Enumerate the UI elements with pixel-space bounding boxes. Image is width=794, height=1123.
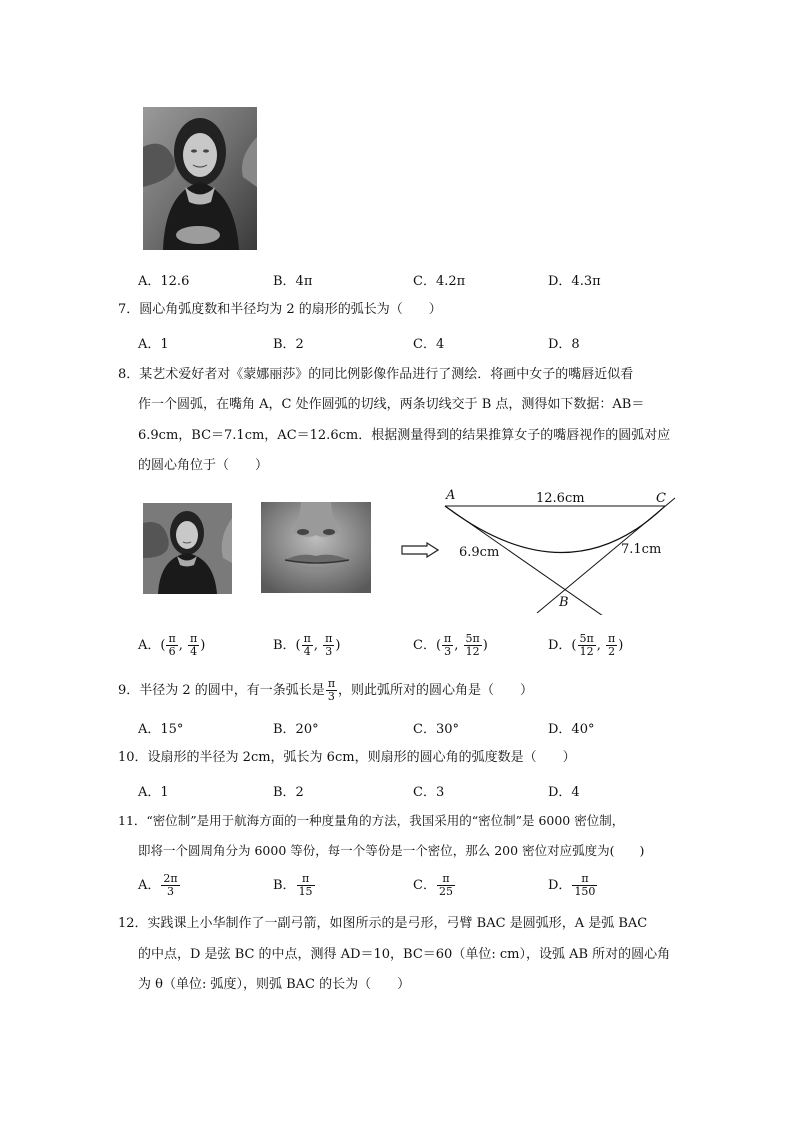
q11-option-d: D． $\frac{\pi}{150}$ bbox=[548, 872, 596, 898]
q8-stem-line-2: 作一个圆弧，在嘴角 A，C 处作圆弧的切线，两条切线交于 B 点，测得如下数据：AB＝ bbox=[138, 397, 645, 412]
q9-stem: 9．半径为 2 的圆中，有一条弧长是 $\frac{\pi}{3}$ ，则此弧所对的圆心角是（ ） bbox=[118, 677, 534, 703]
q6-option-b: B．4π bbox=[273, 274, 313, 289]
q11-option-b: B． $\frac{\pi}{15}$ bbox=[273, 872, 313, 898]
lips-closeup-image bbox=[261, 502, 371, 593]
q8-option-c: C．( $\frac{\pi}{3}$ , $\frac{5\pi}{12}$ ) bbox=[413, 632, 488, 658]
q12-stem-line-3: 为 θ（单位: 弧度），则弧 BAC 的长为（ ） bbox=[138, 977, 411, 992]
point-b-label: B bbox=[559, 595, 569, 610]
length-ab-label: 6.9cm bbox=[459, 545, 500, 560]
q8-stem-line-1: 8．某艺术爱好者对《蒙娜丽莎》的同比例影像作品进行了测绘．将画中女子的嘴唇近似看 bbox=[118, 367, 634, 382]
mona-lisa-small-image bbox=[143, 503, 232, 594]
q6-option-d: D．4.3π bbox=[548, 274, 601, 289]
q11-stem-line-1: 11．“密位制”是用于航海方面的一种度量角的方法，我国采用的“密位制”是 6000 密位制， bbox=[118, 813, 625, 828]
q8-option-d: D．( $\frac{5\pi}{12}$ , $\frac{\pi}{2}$ ) bbox=[548, 632, 624, 658]
point-c-label: C bbox=[656, 491, 666, 506]
q8-stem-line-3: 6.9cm，BC＝7.1cm，AC＝12.6cm．根据测量得到的结果推算女子的嘴唇视作的圆弧对应 bbox=[138, 428, 671, 443]
q7-stem: 7．圆心角弧度数和半径均为 2 的扇形的弧长为（ ） bbox=[118, 302, 442, 317]
mona-lisa-portrait-image bbox=[143, 107, 257, 250]
q11-option-c: C． $\frac{\pi}{25}$ bbox=[413, 872, 453, 898]
q6-option-a: A．12.6 bbox=[138, 274, 190, 289]
q12-stem-line-1: 12．实践课上小华制作了一副弓箭，如图所示的是弓形，弓臂 BAC 是圆弧形，A 是弧 BAC bbox=[118, 916, 648, 931]
q10-stem: 10．设扇形的半径为 2cm，弧长为 6cm，则扇形的圆心角的弧度数是（ ） bbox=[118, 750, 576, 765]
q8-option-a: A．( $\frac{\pi}{6}$ , $\frac{\pi}{4}$ ) bbox=[138, 632, 206, 658]
q10-option-b: B．2 bbox=[273, 785, 304, 800]
q9-option-c: C．30° bbox=[413, 722, 459, 737]
q9-option-b: B．20° bbox=[273, 722, 319, 737]
q8-stem-line-4: 的圆心角位于（ ） bbox=[138, 458, 269, 473]
q11-stem-line-2: 即将一个圆周角分为 6000 等份，每一个等份是一个密位，那么 200 密位对应弧度为( ) bbox=[138, 843, 645, 858]
q7-option-d: D．8 bbox=[548, 337, 580, 352]
q10-option-c: C．3 bbox=[413, 785, 445, 800]
q6-option-c: C．4.2π bbox=[413, 274, 466, 289]
q10-option-d: D．4 bbox=[548, 785, 580, 800]
point-a-label: A bbox=[446, 488, 456, 503]
length-ac-label: 12.6cm bbox=[536, 491, 585, 506]
q10-option-a: A．1 bbox=[138, 785, 169, 800]
q9-option-a: A．15° bbox=[138, 722, 184, 737]
q12-stem-line-2: 的中点，D 是弦 BC 的中点，测得 AD＝10，BC＝60（单位: cm），设弧 AB 所对的圆心角 bbox=[138, 947, 671, 962]
q9-option-d: D．40° bbox=[548, 722, 595, 737]
length-bc-label: 7.1cm bbox=[621, 542, 662, 557]
q7-option-c: C．4 bbox=[413, 337, 445, 352]
q7-option-b: B．2 bbox=[273, 337, 304, 352]
q8-option-b: B．( $\frac{\pi}{4}$ , $\frac{\pi}{3}$ ) bbox=[273, 632, 341, 658]
q7-option-a: A．1 bbox=[138, 337, 169, 352]
q11-option-a: A． $\frac{2\pi}{3}$ bbox=[138, 872, 178, 898]
